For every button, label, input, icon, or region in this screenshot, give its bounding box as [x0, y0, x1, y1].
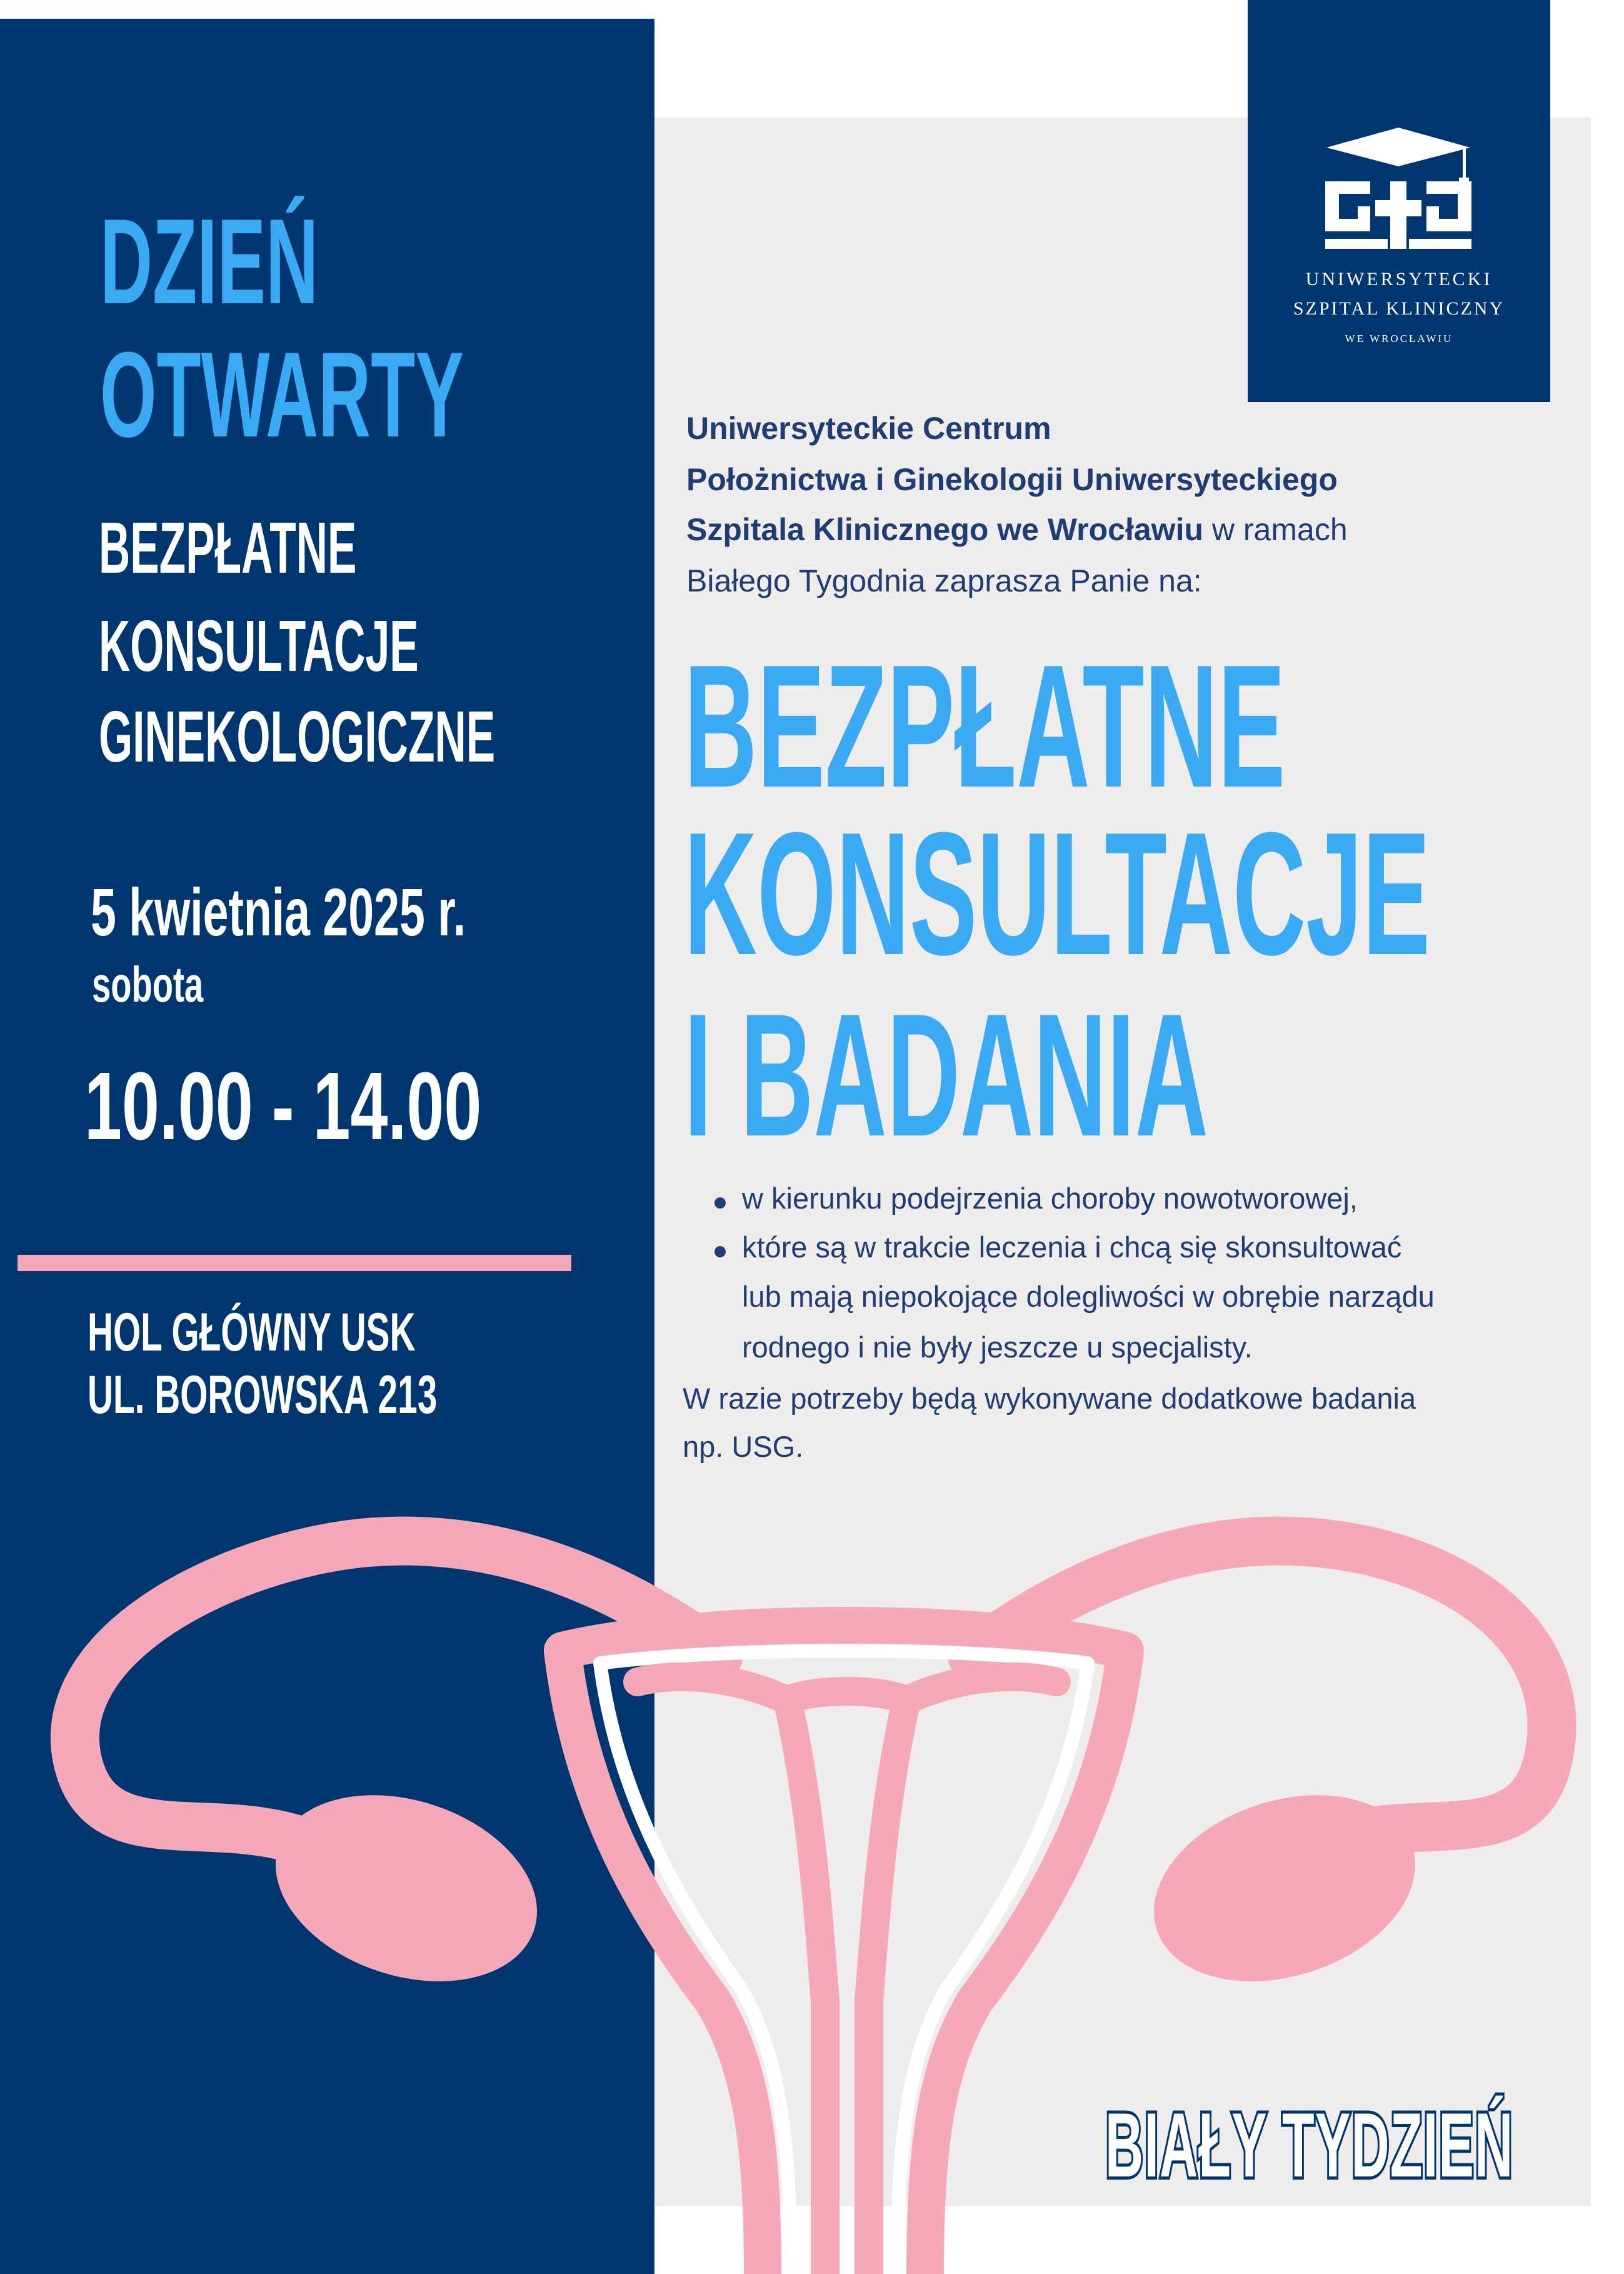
subtitle-line-2: KONSULTACJE [99, 605, 419, 687]
logo-text-line-2: SZPITAL KLINICZNY [1293, 298, 1505, 319]
bullet-dot-icon [714, 1246, 726, 1257]
title-line-1: DZIEŃ [100, 194, 319, 330]
footer-brand: BIAŁY TYDZIEŃ [1105, 2094, 1514, 2196]
uterus-body-outer [563, 1626, 1125, 2274]
bullet-item-2-line-2: lub mają niepokojące dolegliwości w obrębie narządu [742, 1280, 1435, 1313]
bullet-item-2-line-1: które są w trakcie leczenia i chcą się skonsultować [742, 1230, 1402, 1264]
headline-line-2: KONSULTACJE [684, 797, 1430, 992]
intro-line-4: Białego Tygodnia zaprasza Panie na: [686, 563, 1202, 598]
event-day: sobota [92, 957, 204, 1012]
bullet-dot-icon [714, 1197, 726, 1209]
logo-text-line-3: WE WROCŁAWIU [1345, 333, 1453, 345]
intro-line-3-rest: w ramach [1203, 512, 1348, 547]
event-hours: 10.00 - 14.00 [84, 1052, 482, 1160]
ovary-left [251, 1763, 561, 2013]
bullet-item-1: w kierunku podejrzenia choroby nowotworowej, [742, 1182, 1358, 1215]
intro-line-2: Położnictwa i Ginekologii Uniwersyteckiego [686, 462, 1338, 497]
intro-line-3 [686, 514, 1348, 545]
subtitle-line-1: BEZPŁATNE [99, 507, 357, 588]
note-line-1: W razie potrzeby będą wykonywane dodatkowe badania [683, 1382, 1416, 1415]
headline-line-3: I BADANIA [684, 978, 1209, 1173]
location-line-1: HOL GŁÓWNY USK [88, 1302, 416, 1362]
bullet-item-2-line-3: rodnego i nie były jeszcze u specjalisty. [742, 1331, 1253, 1364]
logo-text-line-1: UNIWERSYTECKI [1305, 269, 1493, 289]
title-line-2: OTWARTY [100, 327, 464, 463]
subtitle-line-3: GINEKOLOGICZNE [99, 696, 496, 777]
intro-line-1: Uniwersyteckie Centrum [686, 411, 1051, 446]
location-line-2: UL. BOROWSKA 213 [88, 1365, 438, 1425]
event-date: 5 kwietnia 2025 r. [91, 874, 466, 950]
headline-line-1: BEZPŁATNE [684, 629, 1286, 824]
ovary-right [1130, 1763, 1439, 2013]
note-line-2: np. USG. [683, 1430, 804, 1463]
intro-line-3-bold: Szpitala Klinicznego we Wrocławiu [686, 512, 1204, 547]
divider [18, 1255, 571, 1271]
university-hospital-logo-icon [1320, 125, 1476, 256]
